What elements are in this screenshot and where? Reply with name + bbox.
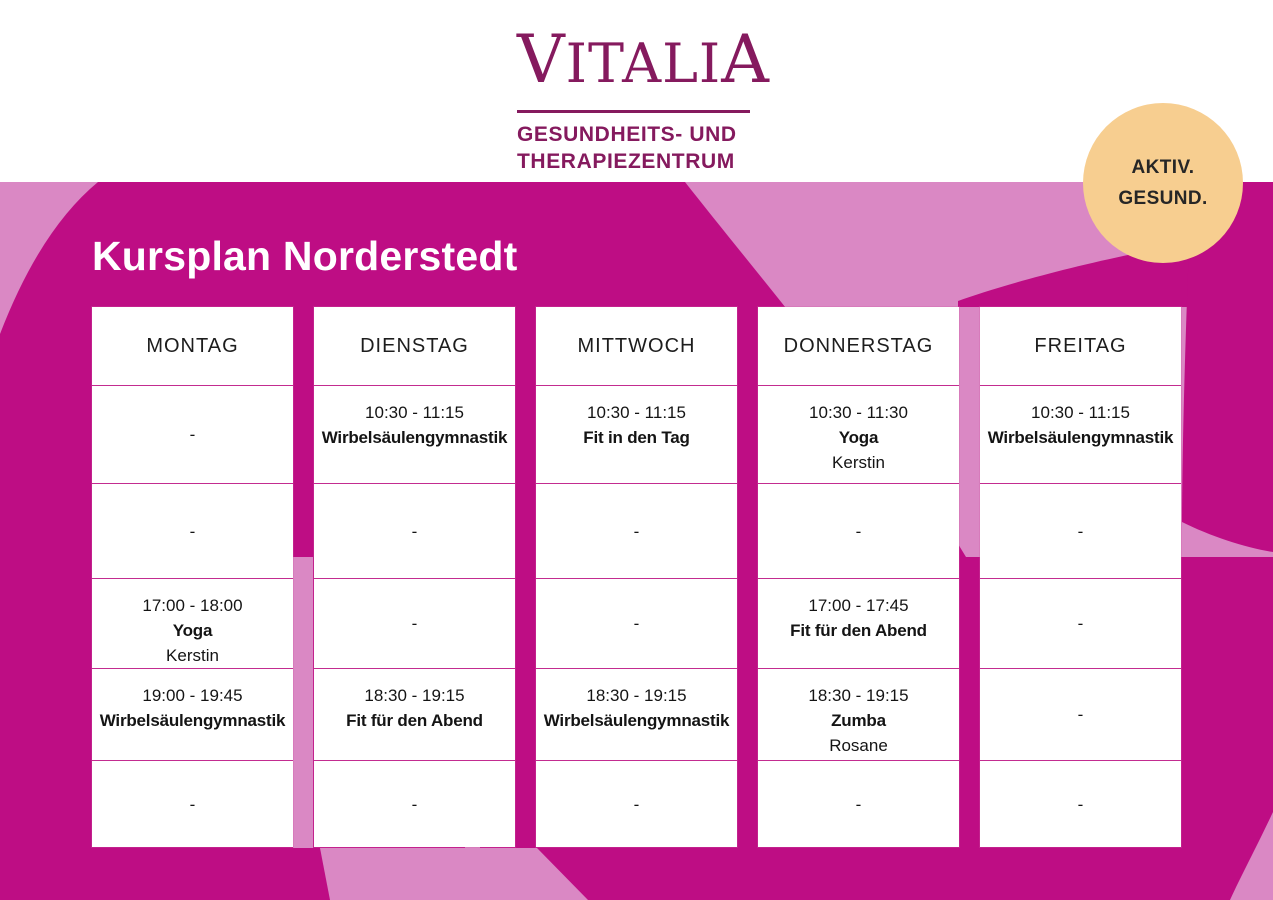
schedule-cell xyxy=(536,578,737,668)
slot-course: Yoga xyxy=(838,428,879,447)
slot-instructor: Kerstin xyxy=(166,646,219,665)
wordmark-letters-mid: ITALI xyxy=(565,32,722,95)
schedule-cell xyxy=(980,385,1181,483)
slot-course: Yoga xyxy=(172,621,213,640)
wordmark-letter-first: V xyxy=(517,21,566,98)
empty-dash: - xyxy=(1077,705,1084,724)
aktiv-gesund-badge xyxy=(1083,103,1243,263)
page-title: Kursplan Norderstedt xyxy=(92,233,518,279)
slot-course: Wirbelsäulengymnastik xyxy=(543,711,730,730)
slot-time: 10:30 - 11:15 xyxy=(587,403,686,422)
schedule-cell xyxy=(92,483,293,578)
empty-dash: - xyxy=(189,521,196,541)
schedule-cell xyxy=(980,578,1181,668)
slot-time: 18:30 - 19:15 xyxy=(808,686,909,705)
schedule-cell xyxy=(92,385,293,483)
empty-dash: - xyxy=(855,794,862,814)
schedule-cell xyxy=(758,668,959,760)
schedule-cell xyxy=(980,483,1181,578)
schedule-cell xyxy=(536,385,737,483)
schedule-cell xyxy=(980,668,1181,760)
slot-time: 18:30 - 19:15 xyxy=(364,686,465,705)
empty-dash: - xyxy=(411,614,418,633)
empty-dash: - xyxy=(1077,521,1084,541)
schedule-cell xyxy=(758,578,959,668)
empty-dash: - xyxy=(1077,614,1084,633)
schedule-cell xyxy=(758,483,959,578)
schedule-cell xyxy=(536,760,737,847)
slot-course: Wirbelsäulengymnastik xyxy=(99,711,286,730)
schedule-cell xyxy=(536,483,737,578)
slot-instructor: Kerstin xyxy=(832,453,885,472)
slot-course: Fit in den Tag xyxy=(583,428,690,447)
schedule-cell xyxy=(314,483,515,578)
schedule-cell xyxy=(92,668,293,760)
slot-course: Zumba xyxy=(831,711,886,730)
day-header: FREITAG xyxy=(1034,334,1127,357)
empty-dash: - xyxy=(411,521,418,541)
empty-dash: - xyxy=(1077,794,1084,814)
slot-time: 10:30 - 11:30 xyxy=(809,403,908,422)
slot-time: 17:00 - 17:45 xyxy=(808,596,909,615)
empty-dash: - xyxy=(633,521,640,541)
logo-subtitle-line1: GESUNDHEITS- UND xyxy=(517,123,737,146)
slot-course: Fit für den Abend xyxy=(790,621,927,640)
slot-course: Fit für den Abend xyxy=(346,711,483,730)
slot-course: Wirbelsäulengymnastik xyxy=(987,428,1174,447)
schedule-cell xyxy=(758,385,959,483)
schedule-cell xyxy=(92,760,293,847)
schedule-cell xyxy=(314,578,515,668)
schedule-cell xyxy=(314,668,515,760)
empty-dash: - xyxy=(189,794,196,814)
wordmark-letter-last: A xyxy=(721,21,770,98)
slot-time: 10:30 - 11:15 xyxy=(365,403,464,422)
slot-instructor: Rosane xyxy=(829,736,888,755)
day-card-dienstag xyxy=(314,307,515,847)
day-card-freitag xyxy=(980,307,1181,847)
slot-time: 19:00 - 19:45 xyxy=(142,686,243,705)
schedule-cell xyxy=(536,668,737,760)
slot-time: 10:30 - 11:15 xyxy=(1031,403,1130,422)
slot-time: 17:00 - 18:00 xyxy=(142,596,243,615)
schedule-cell xyxy=(314,760,515,847)
badge-line2: GESUND. xyxy=(1118,188,1208,209)
day-card-donnerstag xyxy=(758,307,959,847)
empty-dash: - xyxy=(633,794,640,814)
day-card-montag xyxy=(92,307,293,847)
day-header: DONNERSTAG xyxy=(783,334,934,357)
day-header: DIENSTAG xyxy=(360,334,469,357)
slot-course: Wirbelsäulengymnastik xyxy=(321,428,508,447)
empty-dash: - xyxy=(633,614,640,633)
schedule-cell xyxy=(980,760,1181,847)
badge-line1: AKTIV. xyxy=(1131,157,1195,178)
schedule-cell xyxy=(92,578,293,668)
day-card-mittwoch xyxy=(536,307,737,847)
logo-subtitle-line2: THERAPIEZENTRUM xyxy=(517,150,735,173)
slot-time: 18:30 - 19:15 xyxy=(586,686,687,705)
empty-dash: - xyxy=(189,425,196,444)
empty-dash: - xyxy=(855,521,862,541)
day-header: MONTAG xyxy=(146,334,239,357)
schedule-cell xyxy=(314,385,515,483)
empty-dash: - xyxy=(411,794,418,814)
day-header: MITTWOCH xyxy=(577,334,696,357)
schedule-cell xyxy=(758,760,959,847)
